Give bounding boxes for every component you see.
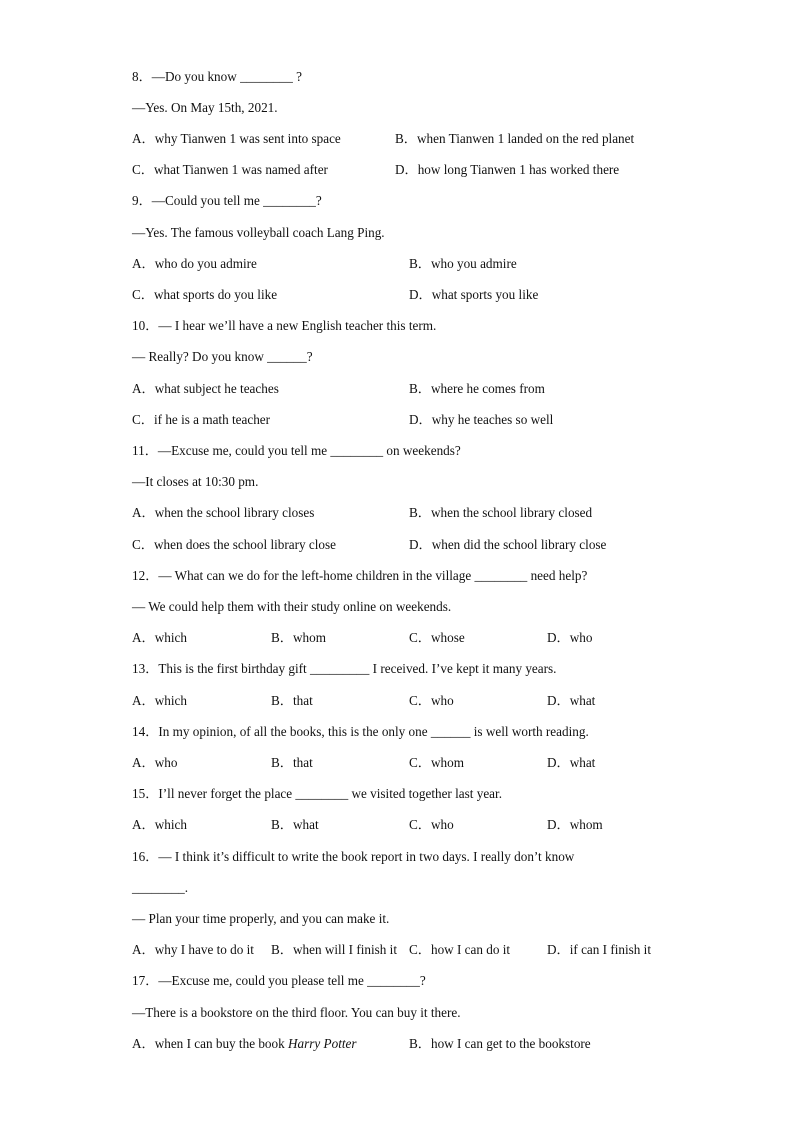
question-12-stem: 12．— What can we do for the left-home children in the village ________ need help?: [132, 568, 588, 583]
question-13-option-c[interactable]: C．who: [409, 693, 454, 708]
question-15-stem: 15．I’ll never forget the place ________ we visited together last year.: [132, 786, 502, 801]
question-10-option-a[interactable]: A．what subject he teaches: [132, 381, 279, 396]
question-9-reply: —Yes. The famous volleyball coach Lang Ping.: [132, 225, 385, 240]
question-8-option-b[interactable]: B．when Tianwen 1 landed on the red planet: [395, 131, 635, 146]
question-8-reply: —Yes. On May 15th, 2021.: [132, 100, 278, 115]
book-title: Harry Potter: [288, 1036, 357, 1051]
question-12-option-b[interactable]: B．whom: [271, 630, 326, 645]
question-9-option-b[interactable]: B．who you admire: [409, 256, 517, 271]
question-12-option-a[interactable]: A．which: [132, 630, 187, 645]
question-13-option-d[interactable]: D．what: [547, 693, 596, 708]
question-15-option-b[interactable]: B．what: [271, 817, 319, 832]
question-11-reply: —It closes at 10:30 pm.: [132, 474, 259, 489]
question-17-reply: —There is a bookstore on the third floor. You can buy it there.: [132, 1005, 461, 1020]
question-9-option-d[interactable]: D．what sports you like: [409, 287, 539, 302]
question-8-option-a[interactable]: A．why Tianwen 1 was sent into space: [132, 131, 341, 146]
question-12-option-d[interactable]: D．who: [547, 630, 593, 645]
question-12-reply: — We could help them with their study online on weekends.: [132, 599, 452, 614]
question-11-option-c[interactable]: C．when does the school library close: [132, 537, 336, 552]
question-15-option-d[interactable]: D．whom: [547, 817, 603, 832]
question-8-stem: 8．—Do you know ________ ?: [132, 69, 302, 84]
question-14-option-c[interactable]: C．whom: [409, 755, 464, 770]
question-13-stem: 13．This is the first birthday gift _________ I received. I’ve kept it many years.: [132, 661, 557, 676]
question-8-option-d[interactable]: D．how long Tianwen 1 has worked there: [395, 162, 620, 177]
question-10-option-b[interactable]: B．where he comes from: [409, 381, 545, 396]
question-14-option-a[interactable]: A．who: [132, 755, 178, 770]
question-17-stem: 17．—Excuse me, could you please tell me ________?: [132, 973, 426, 988]
question-10-option-c[interactable]: C．if he is a math teacher: [132, 412, 271, 427]
question-16-stem-continued: ________.: [132, 880, 189, 895]
question-14-option-b[interactable]: B．that: [271, 755, 313, 770]
question-13-option-b[interactable]: B．that: [271, 693, 313, 708]
question-8-option-c[interactable]: C．what Tianwen 1 was named after: [132, 162, 328, 177]
question-15-option-a[interactable]: A．which: [132, 817, 187, 832]
question-11-option-a[interactable]: A．when the school library closes: [132, 505, 315, 520]
question-11-option-d[interactable]: D．when did the school library close: [409, 537, 607, 552]
question-17-option-a[interactable]: [132, 1036, 357, 1052]
question-9-option-a[interactable]: A．who do you admire: [132, 256, 257, 271]
question-17-option-b[interactable]: B．how I can get to the bookstore: [409, 1036, 591, 1051]
question-9-option-c[interactable]: C．what sports do you like: [132, 287, 278, 302]
question-16-stem: 16．— I think it’s difficult to write the book report in two days. I really don’t know: [132, 849, 575, 864]
question-14-stem: 14．In my opinion, of all the books, this is the only one ______ is well worth reading.: [132, 724, 589, 739]
question-16-option-c[interactable]: C．how I can do it: [409, 942, 511, 957]
question-16-option-a[interactable]: A．why I have to do it: [132, 942, 254, 957]
question-11-option-b[interactable]: B．when the school library closed: [409, 505, 593, 520]
question-17-option-a-text: A．when I can buy the book: [132, 1036, 289, 1051]
question-10-stem: 10．— I hear we’ll have a new English teacher this term.: [132, 318, 437, 333]
question-16-option-b[interactable]: B．when will I finish it: [271, 942, 398, 957]
question-16-option-d[interactable]: D．if can I finish it: [547, 942, 652, 957]
question-14-option-d[interactable]: D．what: [547, 755, 596, 770]
question-11-stem: 11．—Excuse me, could you tell me ________ on weekends?: [132, 443, 461, 458]
question-13-option-a[interactable]: A．which: [132, 693, 187, 708]
question-10-option-d[interactable]: D．why he teaches so well: [409, 412, 554, 427]
question-16-reply: — Plan your time properly, and you can make it.: [132, 911, 390, 926]
question-12-option-c[interactable]: C．whose: [409, 630, 465, 645]
question-9-stem: 9．—Could you tell me ________?: [132, 193, 322, 208]
question-15-option-c[interactable]: C．who: [409, 817, 454, 832]
question-10-reply: — Really? Do you know ______?: [132, 349, 313, 364]
